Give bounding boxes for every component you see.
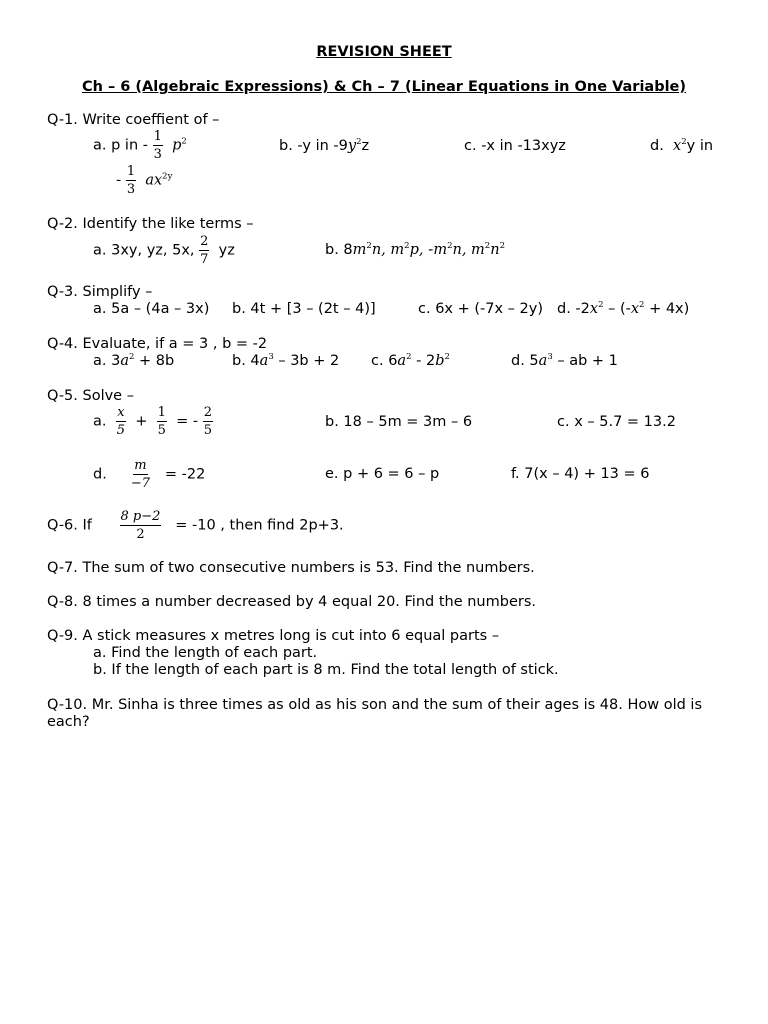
q9-b: b. If the length of each part is 8 m. Find the total length of stick. (93, 662, 559, 678)
q4-c: c. $6a^2 - 2b^2$ (371, 352, 450, 369)
page-title: REVISION SHEET (316, 44, 452, 60)
q5-c: c. x – 5.7 = 13.2 (557, 414, 676, 430)
q1-c: c. -x in -13xyz (464, 138, 566, 154)
q5-label: Q-5. Solve – (47, 388, 134, 404)
q1-b: b. -y in $-9y^2z$ (279, 137, 370, 154)
q3-a: a. 5a – (4a – 3x) (93, 301, 210, 317)
q3-c: c. 6x + (-7x – 2y) (418, 301, 543, 317)
q1-a: a. p in - $\frac{1}{3}$ $p^2$ (93, 129, 187, 162)
q1-d-continued: - $\frac{1}{3}$ $ax^{2y}$ (116, 164, 173, 197)
q8: Q-8. 8 times a number decreased by 4 equal 20. Find the numbers. (47, 594, 536, 610)
q9-a: a. Find the length of each part. (93, 645, 318, 661)
q4-b: b. $4a^3 - 3b + 2$ (232, 352, 340, 369)
q5-d: d. $\frac{m}{-7}$ = -22 (93, 458, 206, 491)
q2-a: a. 3xy, yz, 5x, $\frac{2}{7}$ yz (93, 234, 235, 267)
q5-e: e. p + 6 = 6 – p (325, 466, 440, 482)
q6: Q-6. If $\frac{8 p-2}{2}$ = -10 , then find 2p+3. (47, 509, 344, 542)
q4-label: Q-4. Evaluate, if a = 3 , b = -2 (47, 336, 268, 352)
q5-f: f. 7(x – 4) + 13 = 6 (511, 466, 650, 482)
q3-b: b. 4t + [3 – (2t – 4)] (232, 301, 376, 317)
q9-label: Q-9. A stick measures x metres long is cut into 6 equal parts – (47, 628, 500, 644)
q1-d: d. $x^2y$ in (650, 137, 714, 154)
q5-a: a. $\frac{x}{5}$ + $\frac{1}{5}$ = - $\frac{2}{5}$ (93, 405, 212, 438)
q1-label: Q-1. Write coeffient of – (47, 112, 220, 128)
q2-b: b. $8m^2n$, $m^2p$, $-m^2n$, $m^2n^2$ (325, 241, 505, 258)
page-subtitle: Ch – 6 (Algebraic Expressions) & Ch – 7 (Linear Equations in One Variable) (81, 79, 687, 95)
q3-d: d. $-2x^2 - (-x^2 + 4x)$ (557, 300, 690, 317)
q10: Q-10. Mr. Sinha is three times as old as his son and the sum of their ages is 48. How old is each? (47, 697, 703, 731)
q4-a: a. $3a^2 + 8b$ (93, 352, 175, 369)
q4-d: d. $5a^3$ – ab + 1 (511, 352, 618, 369)
q3-label: Q-3. Simplify – (47, 284, 153, 300)
q2-label: Q-2. Identify the like terms – (47, 216, 254, 232)
q5-b: b. 18 – 5m = 3m – 6 (325, 414, 473, 430)
q7: Q-7. The sum of two consecutive numbers is 53. Find the numbers. (47, 560, 535, 576)
